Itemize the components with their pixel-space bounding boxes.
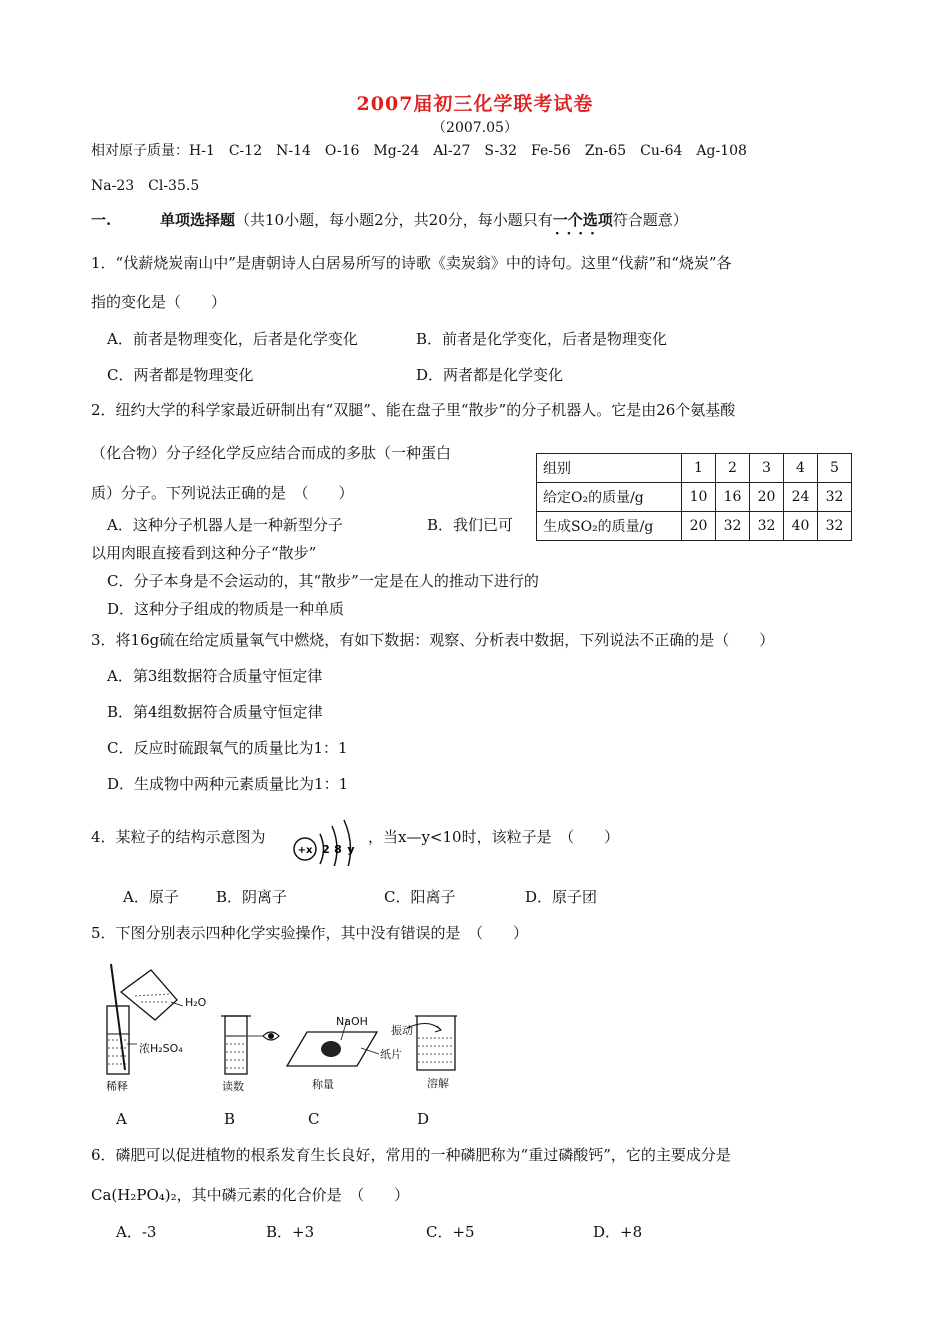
q6-line-2: Ca(H₂PO₄)₂，其中磷元素的化合价是 （ ） (91, 1186, 410, 1204)
section-note-a: （共10小题，每小题2分，共20分，每小题只有 (235, 211, 553, 229)
table-cell: 32 (818, 483, 852, 512)
atomic-mass-line-1: 相对原子质量：H-1 C-12 N-14 O-16 Mg-24 Al-27 S-32 Fe-56 Zn-65 Cu-64 Ag-108 (91, 143, 747, 159)
table-header-cell: 组别 (537, 454, 682, 483)
fig-label-dissolve: 溶解 (427, 1077, 449, 1090)
q1-option-a: A．前者是物理变化，后者是化学变化 (107, 330, 358, 348)
table-row (537, 483, 852, 512)
fig-caption-b: B (224, 1110, 236, 1128)
q1-option-b: B．前者是化学变化，后者是物理变化 (416, 330, 668, 348)
q6-line-1: 6．磷肥可以促进植物的根系发育生长良好，常用的一种磷肥称为“重过磷酸钙”，它的主要成分是 (91, 1146, 731, 1164)
table-header-cell: 5 (818, 454, 852, 483)
section-number: 一. (91, 211, 112, 229)
fig-label-dilute: 稀释 (106, 1080, 128, 1093)
q4-option-b: B．阴离子 (216, 888, 288, 906)
atomic-structure-diagram (290, 816, 360, 866)
shell-electrons-2: 8 (334, 843, 342, 856)
figure-d-dissolving (407, 1016, 457, 1070)
fig-label-paper: 纸片 (380, 1048, 402, 1061)
fig-label-read: 读数 (222, 1080, 244, 1093)
section-note-emphasis: 一个选项 · · (553, 211, 613, 229)
table-cell: 32 (716, 512, 750, 541)
q4-option-c: C．阳离子 (384, 888, 456, 906)
q1-line-1: 1．“伐薪烧炭南山中”是唐朝诗人白居易所写的诗歌《卖炭翁》中的诗句。这里“伐薪”和“烧炭”各 (91, 254, 732, 272)
q6-option-d: D．+8 (593, 1223, 643, 1241)
section-heading (160, 210, 688, 230)
fig-label-naoh: NaOH (336, 1015, 368, 1028)
exam-title: 2007届初三化学联考试卷 (356, 93, 594, 115)
q3-option-c: C．反应时硫跟氧气的质量比为1：1 (107, 739, 348, 757)
q6-option-c: C．+5 (426, 1223, 475, 1241)
table-cell: 32 (818, 512, 852, 541)
q1-option-d: D．两者都是化学变化 (416, 366, 564, 384)
q2-option-b-part-1: B．我们已可 (427, 516, 514, 534)
q1-line-2: 指的变化是（ ） (91, 293, 227, 311)
exam-date: （2007.05） (432, 120, 518, 136)
q4-stem-a: 4．某粒子的结构示意图为 (91, 828, 266, 846)
figure-b-reading (221, 1016, 279, 1074)
table-cell: 16 (716, 483, 750, 512)
q3-option-d: D．生成物中两种元素质量比为1：1 (107, 775, 349, 793)
atomic-mass-line-2: Na-23 Cl-35.5 (91, 178, 200, 194)
q4-stem-b: ，当x—y<10时，该粒子是 （ ） (368, 828, 620, 846)
table-header-cell: 1 (682, 454, 716, 483)
table-cell: 10 (682, 483, 716, 512)
table-row (537, 512, 852, 541)
fig-label-acid: 浓H₂SO₄ (139, 1042, 183, 1055)
q5-stem: 5．下图分别表示四种化学实验操作，其中没有错误的是 （ ） (91, 924, 529, 942)
table-row-label: 给定O₂的质量/g (537, 483, 682, 512)
lab-operations-figure (95, 962, 480, 1094)
table-header-cell: 3 (750, 454, 784, 483)
q6-option-a: A．-3 (116, 1223, 157, 1241)
fig-label-shake: 振动 (391, 1024, 413, 1037)
table-cell: 32 (750, 512, 784, 541)
q4-option-d: D．原子团 (525, 888, 598, 906)
fig-caption-d: D (417, 1110, 430, 1128)
table-row-label: 生成SO₂的质量/g (537, 512, 682, 541)
shell-electrons-1: 2 (322, 843, 330, 856)
q2-option-c: C．分子本身是不会运动的，其“散步”一定是在人的推动下进行的 (107, 572, 539, 590)
fig-caption-a: A (116, 1110, 127, 1128)
q2-option-a: A．这种分子机器人是一种新型分子 (107, 516, 343, 534)
table-cell: 20 (682, 512, 716, 541)
q6-option-b: B．+3 (266, 1223, 315, 1241)
q3-option-a: A．第3组数据符合质量守恒定律 (107, 667, 323, 685)
figure-a-dilution (107, 964, 183, 1074)
shell-electrons-3: y (347, 843, 355, 856)
table-header-cell: 2 (716, 454, 750, 483)
table-cell: 20 (750, 483, 784, 512)
reaction-data-table (536, 453, 852, 541)
table-header-cell: 4 (784, 454, 818, 483)
q4-option-a: A．原子 (123, 888, 179, 906)
table-cell: 40 (784, 512, 818, 541)
section-note-b: 符合题意） (612, 211, 688, 229)
fig-label-water: H₂O (185, 996, 207, 1009)
q3-stem: 3．将16g硫在给定质量氧气中燃烧，有如下数据：观察、分析表中数据，下列说法不正确的是（ ） (91, 631, 775, 649)
q3-option-b: B．第4组数据符合质量守恒定律 (107, 703, 323, 721)
table-cell: 24 (784, 483, 818, 512)
q2-line-2: （化合物）分子经化学反应结合而成的多肽（一种蛋白 (91, 444, 452, 462)
q2-line-1: 2．纽约大学的科学家最近研制出有“双腿”、能在盘子里“散步”的分子机器人。它是由26个氨基酸 (91, 401, 736, 419)
fig-caption-c: C (308, 1110, 320, 1128)
q2-option-b-part-2: 以用肉眼直接看到这种分子“散步” (91, 544, 317, 562)
fig-label-weigh: 称量 (312, 1078, 334, 1091)
q2-option-d: D．这种分子组成的物质是一种单质 (107, 600, 345, 618)
q1-option-c: C．两者都是物理变化 (107, 366, 254, 384)
q2-line-3: 质）分子。下列说法正确的是 （ ） (91, 484, 354, 502)
nucleus-charge: +x (297, 845, 313, 856)
section-title: 单项选择题 (160, 211, 236, 229)
table-row (537, 454, 852, 483)
